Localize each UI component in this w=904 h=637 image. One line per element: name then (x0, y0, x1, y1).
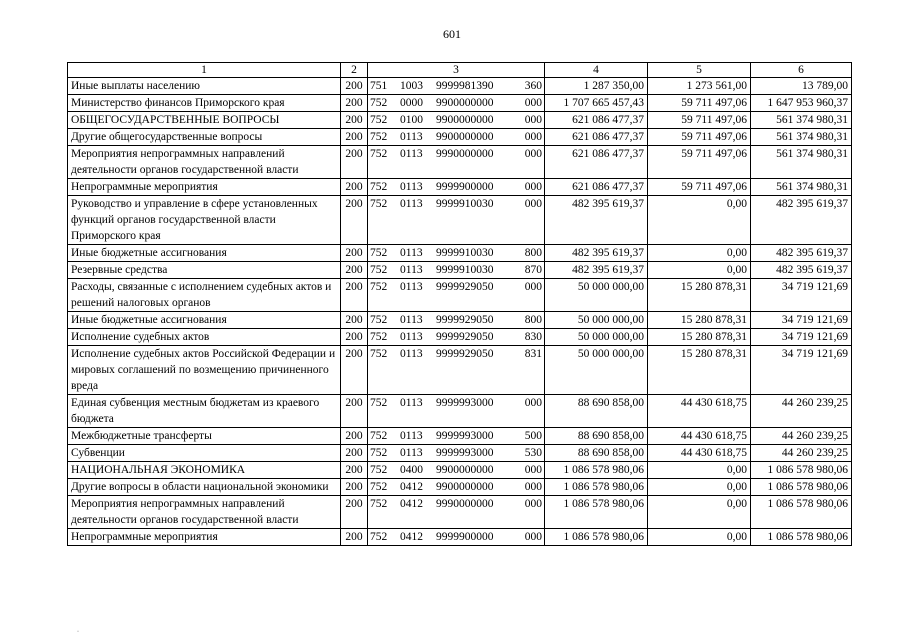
code-target: 9999900000 (436, 181, 494, 193)
row-col2: 200 (341, 262, 368, 279)
code-type: 000 (524, 148, 542, 160)
row-col6: 34 719 121,69 (751, 329, 852, 346)
table-row (68, 496, 852, 529)
row-col4: 50 000 000,00 (545, 346, 648, 395)
row-col2: 200 (341, 445, 368, 462)
code-target: 9999910030 (436, 247, 494, 259)
code-target: 9999929050 (436, 281, 494, 293)
code-target: 9999993000 (436, 430, 494, 442)
code-type: 000 (524, 281, 542, 293)
header-row (68, 63, 852, 78)
code-target: 9999993000 (436, 447, 494, 459)
row-name: Иные выплаты населению (68, 78, 341, 95)
row-col5: 15 280 878,31 (648, 279, 751, 312)
code-section: 0412 (400, 531, 423, 543)
row-col5: 15 280 878,31 (648, 346, 751, 395)
code-target: 9900000000 (436, 481, 494, 493)
code-type: 800 (524, 314, 542, 326)
code-type: 000 (524, 181, 542, 193)
row-col6: 482 395 619,37 (751, 196, 852, 245)
row-col4: 1 086 578 980,06 (545, 496, 648, 529)
code-grbs: 752 (370, 481, 388, 493)
row-code (368, 129, 545, 146)
header-cell-5: 5 (648, 63, 751, 78)
row-col5: 0,00 (648, 496, 751, 529)
row-col5: 59 711 497,06 (648, 179, 751, 196)
row-code (368, 462, 545, 479)
code-section: 0113 (400, 148, 423, 160)
row-col4: 50 000 000,00 (545, 312, 648, 329)
row-name: Мероприятия непрограммных направлений деятельности органов государственной власти (68, 146, 341, 179)
row-col6: 1 086 578 980,06 (751, 496, 852, 529)
code-target: 9990000000 (436, 148, 494, 160)
table-row (68, 179, 852, 196)
code-section: 0113 (400, 331, 423, 343)
row-col5: 0,00 (648, 462, 751, 479)
code-type: 000 (524, 114, 542, 126)
table-row (68, 346, 852, 395)
row-name: Межбюджетные трансферты (68, 428, 341, 445)
row-name: Иные бюджетные ассигнования (68, 312, 341, 329)
row-col6: 561 374 980,31 (751, 112, 852, 129)
row-col2: 200 (341, 346, 368, 395)
code-type: 360 (524, 80, 542, 92)
row-code (368, 245, 545, 262)
code-target: 9999993000 (436, 397, 494, 409)
row-name: Другие общегосударственные вопросы (68, 129, 341, 146)
row-code (368, 346, 545, 395)
row-col4: 621 086 477,37 (545, 129, 648, 146)
table-row (68, 112, 852, 129)
row-col4: 88 690 858,00 (545, 428, 648, 445)
row-col6: 1 086 578 980,06 (751, 529, 852, 546)
code-grbs: 752 (370, 281, 388, 293)
row-col5: 0,00 (648, 529, 751, 546)
row-col4: 621 086 477,37 (545, 146, 648, 179)
code-type: 000 (524, 131, 542, 143)
code-target: 9999900000 (436, 531, 494, 543)
code-section: 0113 (400, 198, 423, 210)
row-name: Резервные средства (68, 262, 341, 279)
row-col4: 50 000 000,00 (545, 279, 648, 312)
row-col2: 200 (341, 95, 368, 112)
code-section: 0113 (400, 397, 423, 409)
row-col2: 200 (341, 146, 368, 179)
header-cell-2: 2 (341, 63, 368, 78)
code-type: 870 (524, 264, 542, 276)
code-grbs: 752 (370, 264, 388, 276)
row-col2: 200 (341, 279, 368, 312)
row-col5: 59 711 497,06 (648, 146, 751, 179)
code-grbs: 752 (370, 131, 388, 143)
table-row (68, 129, 852, 146)
code-section: 0113 (400, 264, 423, 276)
table-row (68, 428, 852, 445)
code-grbs: 752 (370, 97, 388, 109)
scan-mark: · (77, 629, 79, 635)
row-code (368, 329, 545, 346)
row-col5: 44 430 618,75 (648, 428, 751, 445)
header-cell-3: 3 (368, 63, 545, 78)
row-name: Субвенции (68, 445, 341, 462)
table-row (68, 312, 852, 329)
row-code (368, 95, 545, 112)
code-target: 9999929050 (436, 348, 494, 360)
code-section: 0113 (400, 430, 423, 442)
row-col4: 482 395 619,37 (545, 245, 648, 262)
code-type: 000 (524, 97, 542, 109)
code-target: 9900000000 (436, 114, 494, 126)
row-col4: 1 086 578 980,06 (545, 529, 648, 546)
code-grbs: 752 (370, 464, 388, 476)
row-col2: 200 (341, 312, 368, 329)
row-name: Единая субвенция местным бюджетам из краевого бюджета (68, 395, 341, 428)
code-type: 000 (524, 464, 542, 476)
code-target: 9999910030 (436, 264, 494, 276)
row-col6: 561 374 980,31 (751, 179, 852, 196)
code-target: 9900000000 (436, 131, 494, 143)
row-col6: 44 260 239,25 (751, 428, 852, 445)
row-code (368, 496, 545, 529)
code-type: 530 (524, 447, 542, 459)
table-row (68, 196, 852, 245)
code-grbs: 751 (370, 80, 388, 92)
row-code (368, 112, 545, 129)
row-col4: 88 690 858,00 (545, 395, 648, 428)
code-type: 500 (524, 430, 542, 442)
code-grbs: 752 (370, 181, 388, 193)
code-section: 1003 (400, 80, 423, 92)
code-target: 9999929050 (436, 314, 494, 326)
row-col6: 44 260 239,25 (751, 445, 852, 462)
code-grbs: 752 (370, 114, 388, 126)
row-code (368, 179, 545, 196)
code-section: 0100 (400, 114, 423, 126)
row-col6: 1 647 953 960,37 (751, 95, 852, 112)
code-grbs: 752 (370, 148, 388, 160)
code-grbs: 752 (370, 447, 388, 459)
table-row (68, 78, 852, 95)
row-name: Исполнение судебных актов Российской Федерации и мировых соглашений по возмещению причиненного вреда (68, 346, 341, 395)
row-col4: 1 707 665 457,43 (545, 95, 648, 112)
table-row (68, 146, 852, 179)
code-section: 0113 (400, 314, 423, 326)
code-target: 9999929050 (436, 331, 494, 343)
row-col2: 200 (341, 479, 368, 496)
row-col5: 0,00 (648, 262, 751, 279)
table-row (68, 479, 852, 496)
code-section: 0113 (400, 348, 423, 360)
row-col5: 1 273 561,00 (648, 78, 751, 95)
row-code (368, 428, 545, 445)
row-name: Непрограммные мероприятия (68, 179, 341, 196)
table-row (68, 462, 852, 479)
row-col5: 0,00 (648, 196, 751, 245)
row-code (368, 312, 545, 329)
code-grbs: 752 (370, 314, 388, 326)
code-type: 000 (524, 531, 542, 543)
table-row (68, 245, 852, 262)
code-section: 0113 (400, 447, 423, 459)
row-name: Расходы, связанные с исполнением судебных актов и решений налоговых органов (68, 279, 341, 312)
table-row (68, 262, 852, 279)
code-section: 0412 (400, 481, 423, 493)
row-col4: 88 690 858,00 (545, 445, 648, 462)
row-col5: 59 711 497,06 (648, 112, 751, 129)
row-name: Мероприятия непрограммных направлений деятельности органов государственной власти (68, 496, 341, 529)
code-grbs: 752 (370, 331, 388, 343)
row-name: Министерство финансов Приморского края (68, 95, 341, 112)
row-col5: 44 430 618,75 (648, 445, 751, 462)
row-col5: 0,00 (648, 479, 751, 496)
code-target: 9900000000 (436, 464, 494, 476)
row-code (368, 529, 545, 546)
row-col4: 482 395 619,37 (545, 262, 648, 279)
row-col4: 1 086 578 980,06 (545, 462, 648, 479)
row-code (368, 395, 545, 428)
row-name: Исполнение судебных актов (68, 329, 341, 346)
row-col6: 561 374 980,31 (751, 146, 852, 179)
row-col4: 1 086 578 980,06 (545, 479, 648, 496)
row-col2: 200 (341, 179, 368, 196)
row-code (368, 262, 545, 279)
page-number: 601 (443, 27, 461, 41)
row-name: Другие вопросы в области национальной экономики (68, 479, 341, 496)
row-col6: 1 086 578 980,06 (751, 479, 852, 496)
row-col6: 34 719 121,69 (751, 312, 852, 329)
budget-table (67, 62, 852, 546)
row-col6: 44 260 239,25 (751, 395, 852, 428)
row-col5: 15 280 878,31 (648, 329, 751, 346)
row-col5: 44 430 618,75 (648, 395, 751, 428)
row-col4: 621 086 477,37 (545, 179, 648, 196)
code-type: 830 (524, 331, 542, 343)
header-cell-4: 4 (545, 63, 648, 78)
table-row (68, 445, 852, 462)
code-target: 9900000000 (436, 97, 494, 109)
code-type: 000 (524, 498, 542, 510)
code-grbs: 752 (370, 498, 388, 510)
row-col2: 200 (341, 78, 368, 95)
row-code (368, 146, 545, 179)
table-row (68, 95, 852, 112)
code-section: 0113 (400, 281, 423, 293)
code-type: 000 (524, 198, 542, 210)
code-grbs: 752 (370, 348, 388, 360)
row-col2: 200 (341, 112, 368, 129)
row-col4: 482 395 619,37 (545, 196, 648, 245)
row-col2: 200 (341, 395, 368, 428)
row-name: ОБЩЕГОСУДАРСТВЕННЫЕ ВОПРОСЫ (68, 112, 341, 129)
code-section: 0412 (400, 498, 423, 510)
row-col5: 59 711 497,06 (648, 95, 751, 112)
row-name: Иные бюджетные ассигнования (68, 245, 341, 262)
row-col6: 561 374 980,31 (751, 129, 852, 146)
row-col6: 1 086 578 980,06 (751, 462, 852, 479)
row-col5: 0,00 (648, 245, 751, 262)
code-grbs: 752 (370, 531, 388, 543)
code-section: 0400 (400, 464, 423, 476)
row-col6: 34 719 121,69 (751, 346, 852, 395)
row-col6: 13 789,00 (751, 78, 852, 95)
row-col2: 200 (341, 462, 368, 479)
row-col2: 200 (341, 428, 368, 445)
code-type: 831 (524, 348, 542, 360)
header-cell-6: 6 (751, 63, 852, 78)
row-code (368, 479, 545, 496)
row-col4: 1 287 350,00 (545, 78, 648, 95)
table-row (68, 279, 852, 312)
row-name: Руководство и управление в сфере установленных функций органов государственной власти Приморского края (68, 196, 341, 245)
row-col4: 50 000 000,00 (545, 329, 648, 346)
row-col6: 482 395 619,37 (751, 262, 852, 279)
code-section: 0000 (400, 97, 423, 109)
code-target: 9990000000 (436, 498, 494, 510)
code-section: 0113 (400, 247, 423, 259)
table-row (68, 529, 852, 546)
row-col5: 59 711 497,06 (648, 129, 751, 146)
code-target: 9999910030 (436, 198, 494, 210)
row-col2: 200 (341, 529, 368, 546)
code-grbs: 752 (370, 198, 388, 210)
code-type: 000 (524, 397, 542, 409)
code-grbs: 752 (370, 430, 388, 442)
row-col2: 200 (341, 129, 368, 146)
code-section: 0113 (400, 181, 423, 193)
row-code (368, 445, 545, 462)
row-col2: 200 (341, 496, 368, 529)
header-cell-1: 1 (68, 63, 341, 78)
row-col6: 482 395 619,37 (751, 245, 852, 262)
row-col5: 15 280 878,31 (648, 312, 751, 329)
row-name: НАЦИОНАЛЬНАЯ ЭКОНОМИКА (68, 462, 341, 479)
table-row (68, 395, 852, 428)
row-col2: 200 (341, 245, 368, 262)
row-code (368, 196, 545, 245)
row-col2: 200 (341, 329, 368, 346)
code-grbs: 752 (370, 397, 388, 409)
code-type: 800 (524, 247, 542, 259)
row-col2: 200 (341, 196, 368, 245)
code-target: 9999981390 (436, 80, 494, 92)
row-code (368, 279, 545, 312)
code-section: 0113 (400, 131, 423, 143)
row-col4: 621 086 477,37 (545, 112, 648, 129)
row-name: Непрограммные мероприятия (68, 529, 341, 546)
code-type: 000 (524, 481, 542, 493)
row-col6: 34 719 121,69 (751, 279, 852, 312)
row-code (368, 78, 545, 95)
code-grbs: 752 (370, 247, 388, 259)
table-row (68, 329, 852, 346)
